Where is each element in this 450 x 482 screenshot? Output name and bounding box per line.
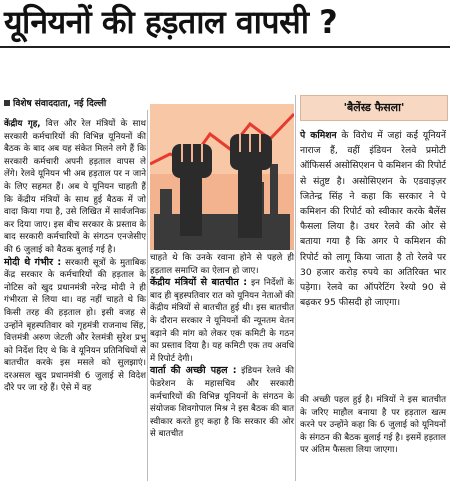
paragraph [300, 128, 446, 310]
article-column-2 [150, 252, 294, 441]
headline-rule [0, 46, 450, 48]
byline-bullet-icon [4, 100, 10, 106]
paragraph-text: की अच्छी पहल हुई है। मंत्रियों ने इस बातचीत के जरिए माहौल बनाया है पर हड़ताल खत्म करने पर उन्होंने कहा कि 6 जुलाई को यूनियनों के संगठन की बैठक बुलाई गई है। इसमें हड़ताल पर अंतिम फैसला लिया जाएगा। [300, 395, 446, 456]
sidebar-heading: 'बैलेंस्ड फैसला' [300, 95, 448, 121]
sidebar-lead: पे कमिशन [300, 130, 337, 141]
headline: यूनियनों की हड़ताल वापसी ? [4, 3, 338, 41]
column-divider [295, 95, 296, 481]
article-column-1 [4, 118, 146, 395]
paragraph-text: चाहते थे कि उनके रवाना होने से पहले ही हड़ताल समाप्ति का ऐलान हो जाए। [150, 253, 294, 276]
paragraph [150, 365, 294, 441]
subheading: वार्ता की अच्छी पहल : [150, 365, 237, 377]
subheading: मोदी थे गंभीर : [4, 256, 62, 268]
paragraph-text: इन निर्देशों के बाद ही बृहस्पतिवार रात को यूनियन नेताओं की केंद्रीय मंत्रियों से बातचीत हुई थी। इस बातचीत के दौरान सरकार ने यूनियनों की न्यूनतम वेतन बढ़ाने की मांग को लेकर एक कमिटी के गठन का प्रस्ताव दिया है। यह कमिटी एक तय अवधि में रिपोर्ट देगी। [150, 278, 294, 364]
paragraph-text: के विरोध में जहां कई यूनियनें नाराज हैं, वहीं इंडियन रेलवे प्रमोटी ऑफिसर्स असोसिएशन पे कमिशन की रिपोर्ट से संतुष्ट है। असोसिएशन के एडवाइज़र जितेन्द्र सिंह ने कहा कि सरकार ने पे कमिशन की रिपोर्ट को स्वीकार करके बैलेंस फैसला लिया है। उधर रेलवे की ओर से बताया गया है कि अगर पे कमिशन की रिपोर्ट को लागू किया जाता है तो रेलवे पर 30 हजार करोड़ रुपये का अतिरिक्त भार पड़ेगा। रेलवे का ऑपरेटिंग रेश्यो 90 से बढ़कर 95 फीसदी हो जाएगा। [300, 130, 446, 309]
paragraph-text: वित्त और रेल मंत्रियों के साथ सरकारी कर्मचारियों की विभिन्न यूनियनों की बैठक के बाद अब यह संकेत मिलने लगे हैं कि सरकारी कर्मचारी अपनी हड़ताल वापस ले लेंगे। रेलवे यूनियन भी अब हड़ताल पर न जाने के लिए सहमत हैं। अब ये यूनियन चाहती हैं कि केंद्रीय मंत्रियों के साथ हुई बैठक में जो वादा किया गया है, उसे लिखित में सार्वजनिक कर दिया जाए। इस बीच सरकार के प्रस्ताव के बाद सरकारी कर्मचारियों के संगठन एनजेसीए की 6 जुलाई को बैठक बुलाई गई है। [4, 119, 146, 255]
raised-fists-icon [150, 104, 294, 250]
paragraph [150, 277, 294, 365]
protest-illustration [150, 104, 294, 250]
byline [4, 96, 106, 109]
article-column-3 [300, 394, 446, 457]
dateline: केंद्रीय गृह, [4, 119, 41, 129]
byline-text: विशेष संवाददाता, नई दिल्ली [13, 99, 107, 109]
paragraph [4, 118, 146, 257]
paragraph-text: इंडियन रेलवे की फेडरेशन के महासचिव और सरकारी कर्मचारियों की विभिन्न यूनियनों के संगठन के संयोजक शिवगोपाल मिश्र ने इस बैठक की बात स्वीकार करते हुए कहा है कि सरकार की ओर से बातचीत [150, 366, 294, 440]
subheading: केंद्रीय मंत्रियों से बातचीत : [150, 277, 248, 289]
sidebar-column [300, 128, 446, 310]
column-divider [147, 110, 148, 481]
paragraph [4, 257, 146, 396]
paragraph-text: सरकारी सूत्रों के मुताबिक केंद्र सरकार के कर्मचारियों की हड़ताल के नोटिस को खुद प्रधानमंत्री नरेन्द्र मोदी ने ही गंभीरता से लिया था। वह नहीं चाहते थे कि किसी तरह की हड़ताल हो। इसी वजह से उन्होंने बृहस्पतिवार को गृहमंत्री राजनाथ सिंह, वित्तमंत्री अरुण जेटली और रेलमंत्री सुरेश प्रभु को निर्देश दिए थे कि वे यूनियन प्रतिनिधियों से बातचीत करके इस मसले को सुलझाएं। दरअसल खुद प्रधानमंत्री 6 जुलाई से विदेश दौरे पर जा रहे हैं। ऐसे में वह [4, 257, 146, 394]
